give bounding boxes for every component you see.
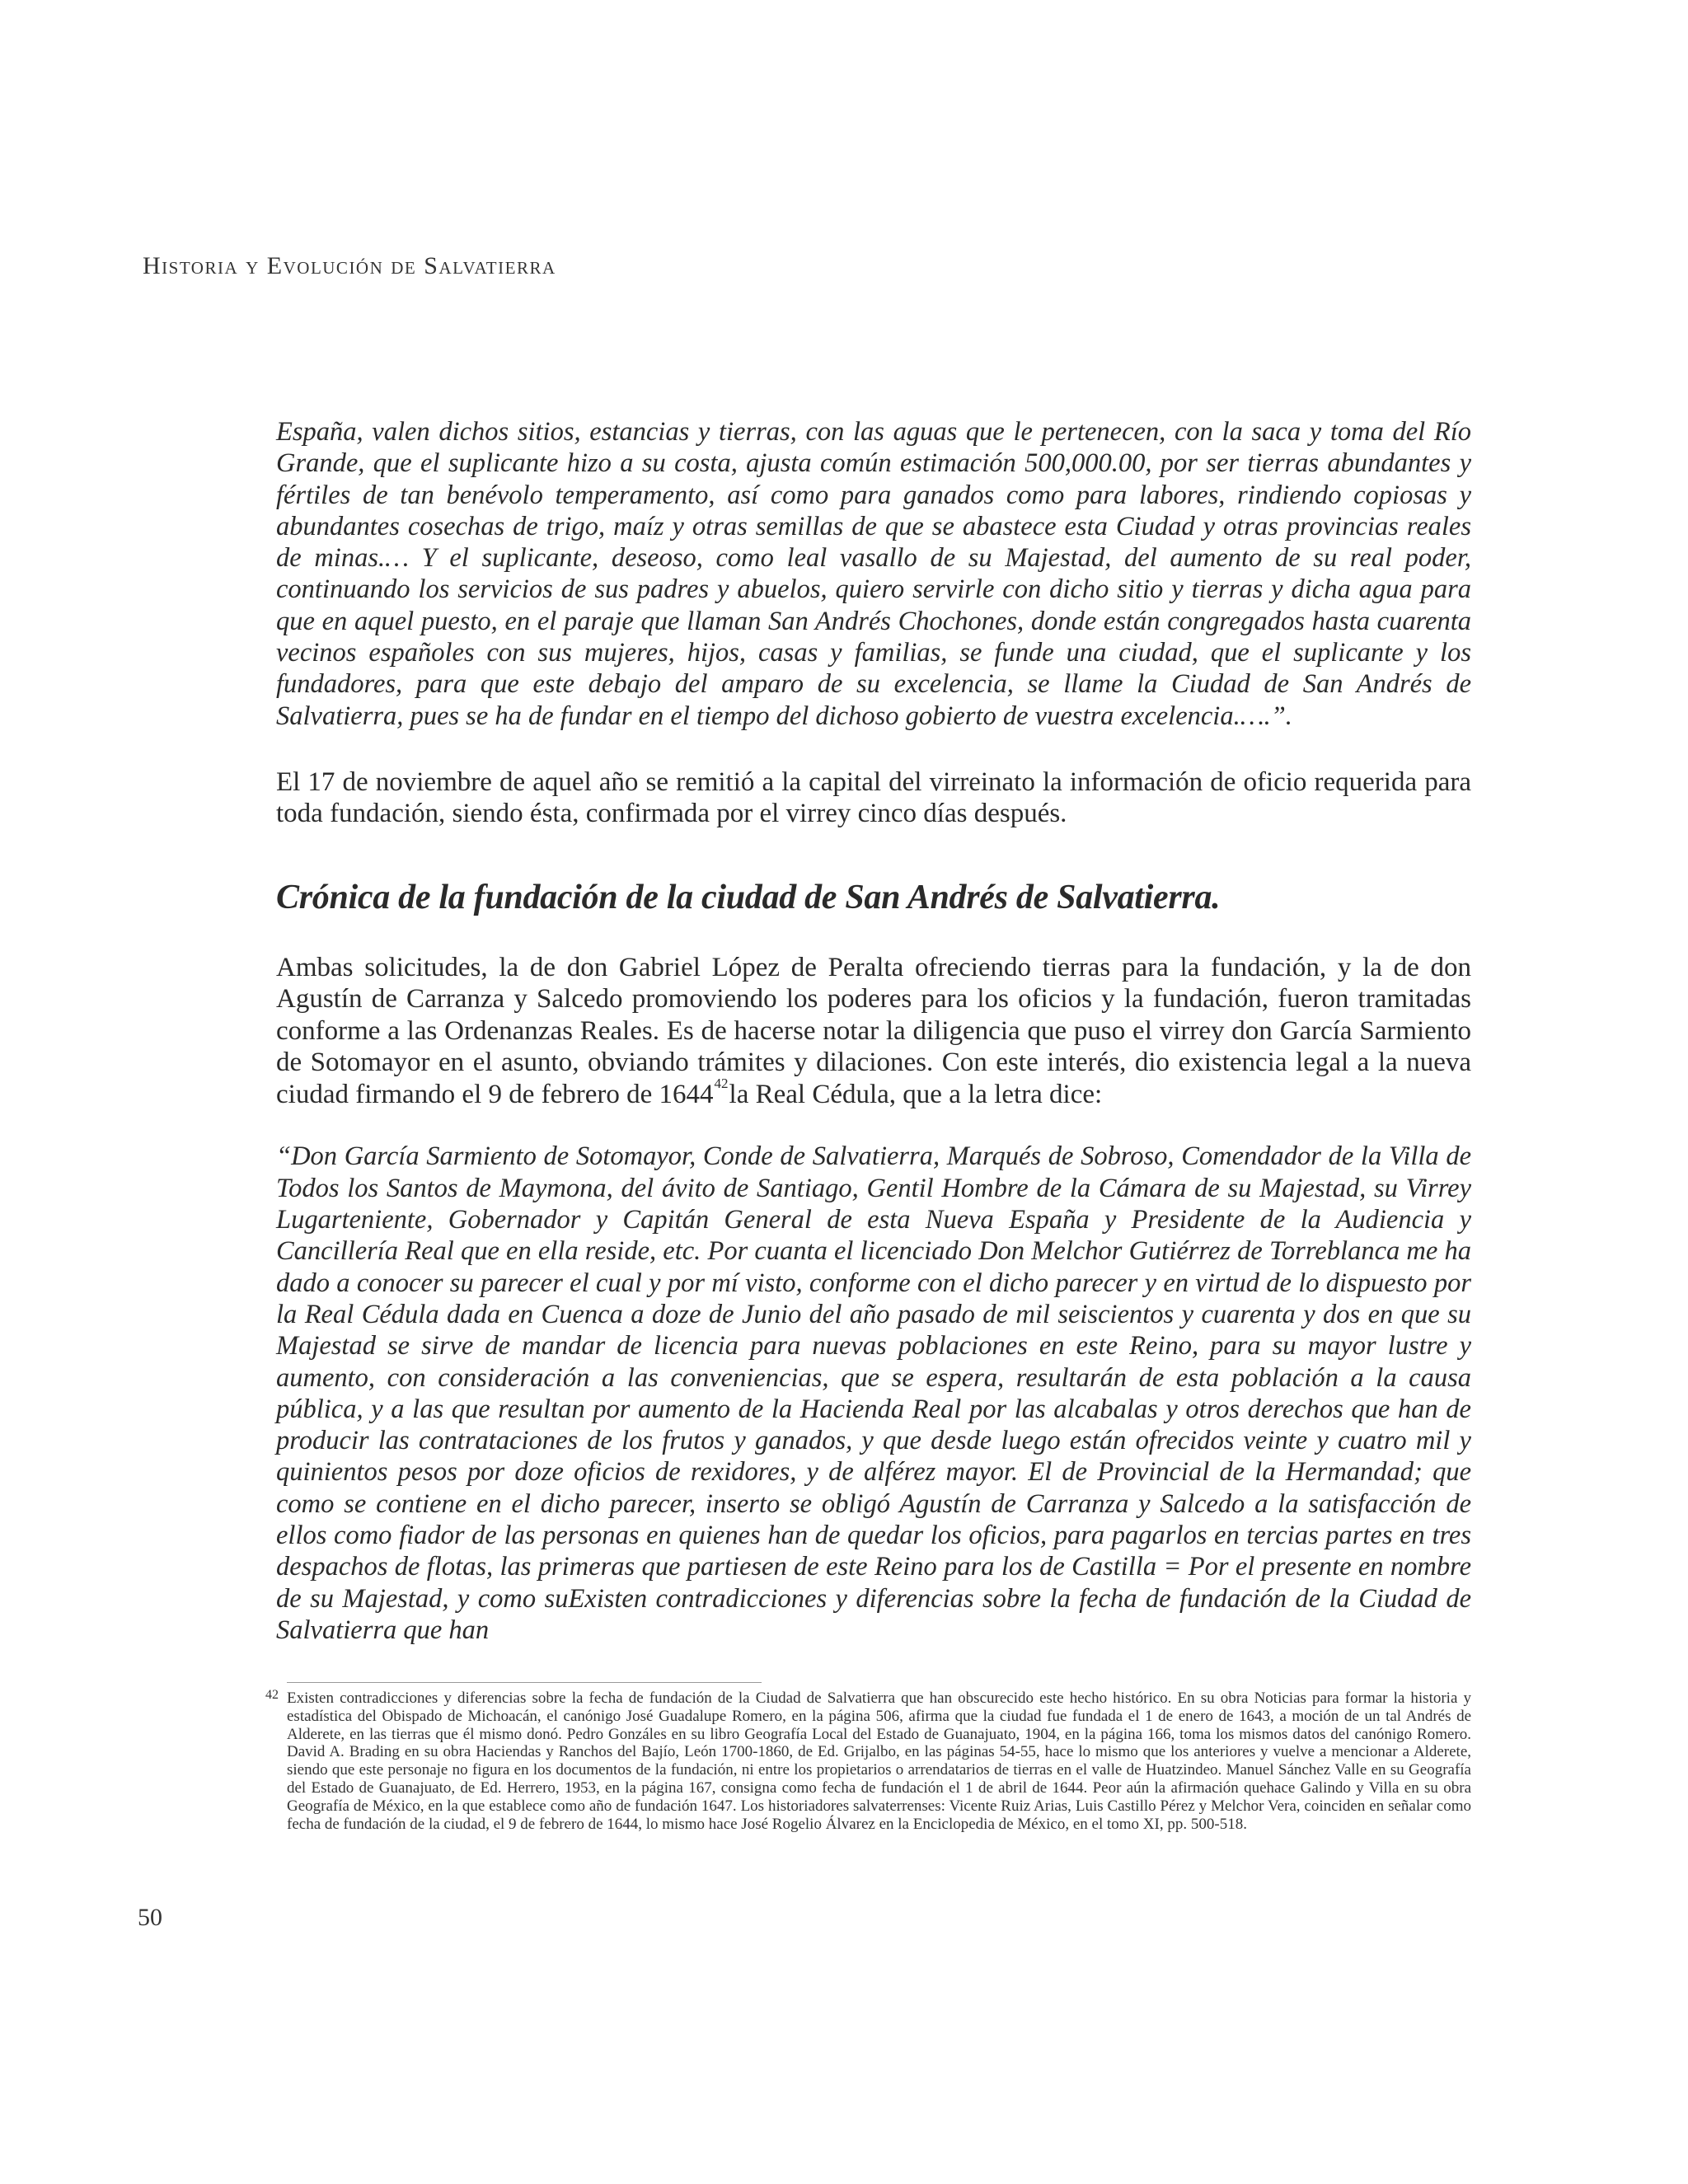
footnote-divider bbox=[287, 1682, 762, 1683]
footnote-text: Existen contradicciones y diferencias sobre la fecha de fundación de la Ciudad de Salvatierra que han obscurecido este hecho histórico. En su obra Noticias para formar la historia y estadística del Obispado de Michoacán, el canónigo José Guadalupe Romero, en la página 506, afirma que la ciudad fue fundada el 1 de enero de 1643, a moción de un tal Andrés de Alderete, en las tierras que él mismo donó. Pedro Gonzáles en su libro Geografía Local del Estado de Guanajuato, 1904, en la página 166, toma los mismos datos del canónigo Romero. David A. Brading en su obra Haciendas y Ranchos del Bajío, León 1700-1860, de Ed. Grijalbo, en las páginas 54-55, hace lo mismo que los anteriores y vuelve a mencionar a Alderete, siendo que este personaje no figura en los documentos de la fundación, ni entre los propietarios o arrendatarios de tierras en el valle de Huatzindeo. Manuel Sánchez Valle en su Geografía del Estado de Guanajuato, de Ed. Herrero, 1953, en la página 167, consigna como fecha de fundación el 1 de abril de 1644. Peor aún la afirmación quehace Galindo y Villa en su obra Geografía de México, en la que establece como año de fundación 1647. Los historiadores salvaterrenses: Vicente Ruiz Arias, Luis Castillo Pérez y Melchor Vera, coinciden en señalar como fecha de fundación de la ciudad, el 9 de febrero de 1644, lo mismo hace José Rogelio Álvarez en la Enciclopedia de México, en el tomo XI, pp. 500-518. bbox=[287, 1690, 1471, 1833]
footnote-number: 42 bbox=[265, 1688, 279, 1702]
paragraph-solicitudes bbox=[276, 952, 1471, 1111]
quotation-real-cedula: “Don García Sarmiento de Sotomayor, Conde de Salvatierra, Marqués de Sobroso, Comendador de la Villa de Todos los Santos de Maymona, del ávito de Santiago, Gentil Hombre de la Cámara de su Majestad, su Virrey Lugarteniente, Gobernador y Capitán General de esta Nueva España y Presidente de la Audiencia y Cancillería Real que en ella reside, etc. Por cuanta el licenciado Don Melchor Gutiérrez de Torreblanca me ha dado a conocer su parecer el cual y por mí visto, conforme con el dicho parecer y en virtud de lo dispuesto por la Real Cédula dada en Cuenca a doze de Junio del año pasado de mil seiscientos y cuarenta y dos en que su Majestad se sirve de mandar de licencia para nuevas poblaciones en este Reino, para su mayor lustre y aumento, con consideración a las conveniencias, que se espera, resultarán de esta población a la causa pública, y a las que resultan por aumento de la Hacienda Real por las alcabalas y otros derechos que han de producir las contrataciones de los frutos y ganados, y que desde luego están ofrecidos veinte y cuatro mil y quinientos pesos por doze oficios de rexidores, y de alférez mayor. El de Provincial de la Hermandad; que como se contiene en el dicho parecer, inserto se obligó Agustín de Carranza y Salcedo a la satisfacción de ellos como fiador de las personas en quienes han de quedar los oficios, para pagarlos en tercias partes en tres despachos de flotas, las primeras que partiesen de este Reino para los de Castilla = Por el presente en nombre de su Majestad, y como suExisten contradicciones y diferencias sobre la fecha de fundación de la Ciudad de Salvatierra que han bbox=[276, 1141, 1471, 1645]
paragraph-solicitudes-tail: la Real Cédula, que a la letra dice: bbox=[729, 1079, 1103, 1109]
footnote-reference-42[interactable]: 42 bbox=[714, 1075, 729, 1091]
main-text-column bbox=[276, 416, 1471, 1646]
footnote-42 bbox=[265, 1690, 1471, 1833]
page-number: 50 bbox=[138, 1904, 162, 1931]
section-heading: Crónica de la fundación de la ciudad de San Andrés de Salvatierra. bbox=[276, 878, 1221, 916]
paragraph-remission: El 17 de noviembre de aquel año se remitió a la capital del virreinato la información de oficio requerida para toda fundación, siendo ésta, confirmada por el virrey cinco días después. bbox=[276, 766, 1471, 829]
running-header-title: Historia y Evolución de Salvatierra bbox=[143, 252, 556, 279]
paragraph-solicitudes-text: Ambas solicitudes, la de don Gabriel López de Peralta ofreciendo tierras para la fundación, y la de don Agustín de Carranza y Salcedo promoviendo los poderes para los oficios y la fundación, fueron tramitadas conforme a las Ordenanzas Reales. Es de hacerse notar la diligencia que puso el virrey don García Sarmiento de Sotomayor en el asunto, obviando trámites y dilaciones. Con este interés, dio existencia legal a la nueva ciudad firmando el 9 de febrero de 1644 bbox=[276, 952, 1471, 1109]
quotation-petition: España, valen dichos sitios, estancias y tierras, con las aguas que le pertenecen, con la saca y toma del Río Grande, que el suplicante hizo a su costa, ajusta común estimación 500,000.00, por ser tierras abundantes y fértiles de tan benévolo temperamento, así como para ganados como para labores, rindiendo copiosas y abundantes cosechas de trigo, maíz y otras semillas de que se abastece esta Ciudad y otras provincias reales de minas.… Y el suplicante, deseoso, como leal vasallo de su Majestad, del aumento de su real poder, continuando los servicios de sus padres y abuelos, quiero servirle con dicho sitio y tierras y dicha agua para que en aquel puesto, en el paraje que llaman San Andrés Chochones, donde están congregados hasta cuarenta vecinos españoles con sus mujeres, hijos, casas y familias, se funde una ciudad, que el suplicante y los fundadores, para que este debajo del amparo de su excelencia, se llame la Ciudad de San Andrés de Salvatierra, pues se ha de fundar en el tiempo del dichoso gobierto de vuestra excelencia.….”. bbox=[276, 417, 1471, 731]
